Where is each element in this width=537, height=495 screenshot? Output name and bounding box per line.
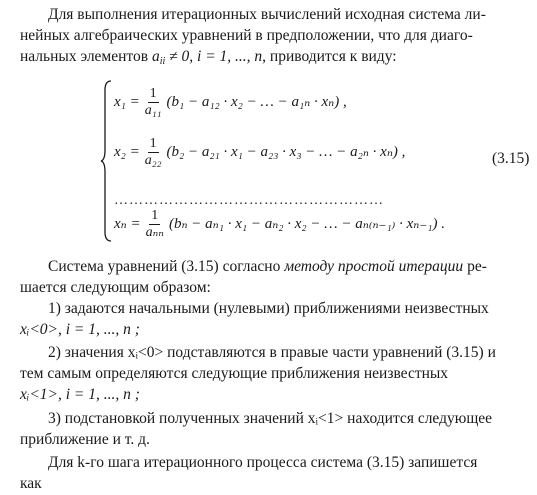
equation-2 (114, 132, 405, 172)
method-text-b: ре- (463, 258, 487, 275)
intro-line-1: Для выполнения итерационных вычислений исходная система ли- (48, 6, 486, 23)
intro-math-a: a (151, 48, 160, 65)
eqn-fraction (144, 208, 166, 241)
intro-line-3 (20, 46, 530, 72)
intro-line-3-suffix: , приводится к виду: (262, 48, 397, 65)
eq2-denominator: a₂₂ (144, 152, 162, 168)
intro-math-sub: ii (159, 56, 166, 67)
eq2-rhs: (b₂ − a₂₁ · x₁ − a₂₃ · x₃ − … − a₂ₙ · xₙ) , (166, 144, 406, 160)
step-3-line-2: приближение и т. д. (20, 431, 150, 448)
step-2-line-3: xᵢ<1>, i = 1, ..., n ; (20, 386, 140, 403)
eq2-lhs: x₂ = (114, 144, 140, 160)
intro-math-cond: ≠ 0, i = 1, ..., n (165, 48, 263, 65)
eq1-rhs: (b₁ − a₁₂ · x₂ − … − a₁ₙ · xₙ) , (166, 94, 347, 110)
eqn-rhs: (bₙ − aₙ₁ · x₁ − aₙ₂ · x₂ − … − aₙ₍ₙ₋₁₎ · xₙ₋₁) . (168, 216, 445, 232)
eq1-numerator: 1 (149, 85, 157, 101)
intro-line-3-prefix: нальных элементов (20, 48, 152, 65)
equation-system (100, 80, 460, 245)
eq1-denominator: a₁₁ (144, 102, 162, 118)
method-text-a: Система уравнений (3.15) согласно (48, 258, 285, 275)
step-3-line-1: 3) подстановкой полученных значений xᵢ<1> находится следующее (48, 410, 493, 427)
equation-number: (3.15) (492, 150, 530, 167)
equation-1 (114, 82, 347, 122)
equation-n (114, 204, 445, 244)
method-paragraph (20, 256, 530, 298)
step-1 (20, 298, 530, 340)
eq1-lhs: x₁ = (114, 94, 140, 110)
left-brace-icon (100, 80, 112, 242)
method-emphasis: методу простой итерации (284, 258, 464, 275)
equation-ellipsis-row: ……………………………………………… (114, 193, 384, 208)
eq1-fraction (143, 86, 164, 119)
step-2-line-1: 2) значения xᵢ<0> подставляются в правые части уравнений (3.15) и (48, 344, 496, 361)
step-2-line-2: тем самым определяются следующие приближения неизвестных (20, 365, 449, 382)
kth-step-paragraph (20, 452, 530, 494)
method-line-1 (20, 256, 530, 277)
eqn-denominator: aₙₙ (145, 224, 164, 240)
eq2-fraction (143, 136, 164, 169)
eqn-numerator: 1 (151, 207, 159, 223)
step-1-line-1: 1) задаются начальными (нулевыми) приближениями неизвестных (48, 300, 489, 317)
kth-step-line-1: Для k-го шага итерационного процесса система (3.15) запишется (48, 454, 478, 471)
intro-line-2: нейных алгебраических уравнений в предположении, что для диаго- (20, 27, 473, 44)
step-1-line-2: xᵢ<0>, i = 1, ..., n ; (20, 321, 140, 338)
kth-step-line-2: как (20, 475, 42, 492)
step-2 (20, 342, 530, 405)
method-line-2: шается следующим образом: (20, 279, 211, 296)
eqn-lhs: xₙ = (114, 216, 141, 232)
eq2-numerator: 1 (149, 135, 157, 151)
step-3 (20, 408, 530, 450)
intro-paragraph (20, 4, 530, 72)
